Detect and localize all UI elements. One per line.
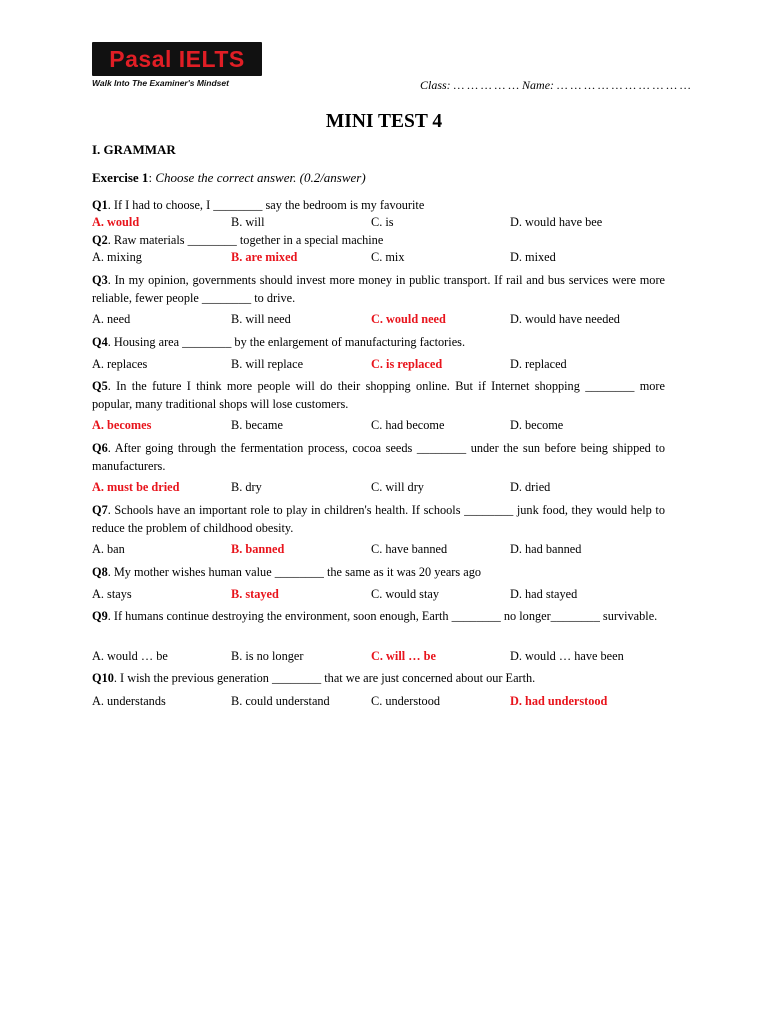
question-number: Q6 <box>92 441 108 455</box>
option-b: B. could understand <box>231 694 330 708</box>
question-number: Q9 <box>92 609 108 623</box>
answer-options <box>92 692 672 710</box>
class-name-line: Class: … … … … … Name: … … … … … … … … … … <box>420 78 691 92</box>
option-c: C. understood <box>371 694 440 708</box>
question-text <box>92 231 665 249</box>
pasal-ielts-logo <box>92 42 262 76</box>
question-body: . Schools have an important role to play in children's health. If schools ________ junk food, they would help to reduce the problem of childhood obesity. <box>92 503 665 535</box>
option-a: A. stays <box>92 587 132 601</box>
answer-options <box>92 213 672 231</box>
question-number: Q2 <box>92 233 108 247</box>
option-b: B. will need <box>231 312 291 326</box>
option-b: B. is no longer <box>231 649 304 663</box>
option-c: C. have banned <box>371 542 448 556</box>
answer-options <box>92 416 672 434</box>
logo-tagline: Walk Into The Examiner's Mindset <box>92 78 229 88</box>
question-body: . Housing area ________ by the enlargement of manufacturing factories. <box>107 335 466 349</box>
option-a: A. mixing <box>92 250 142 264</box>
option-c: C. would stay <box>371 587 439 601</box>
question-number: Q3 <box>92 273 108 287</box>
question-text <box>92 196 665 214</box>
answer-options <box>92 478 672 496</box>
option-d: D. had understood <box>510 694 608 708</box>
exercise-separator: : <box>148 170 156 185</box>
option-b: B. will <box>231 215 265 229</box>
option-a: A. would … be <box>92 649 168 663</box>
exercise-heading <box>92 170 366 186</box>
option-c: C. had become <box>371 418 445 432</box>
option-c: C. mix <box>371 250 405 264</box>
question-number: Q5 <box>92 379 108 393</box>
option-a: A. replaces <box>92 357 148 371</box>
option-b: B. banned <box>231 542 285 556</box>
option-b: B. dry <box>231 480 262 494</box>
option-b: B. are mixed <box>231 250 298 264</box>
question-text <box>92 607 665 625</box>
option-b: B. became <box>231 418 283 432</box>
question-body: . After going through the fermentation process, cocoa seeds ________ under the sun before being shipped to manufacturers. <box>92 441 665 473</box>
question-number: Q8 <box>92 565 108 579</box>
exercise-instruction: Choose the correct answer. (0.2/answer) <box>155 170 366 185</box>
option-c: C. is <box>371 215 394 229</box>
question-number: Q4 <box>92 335 108 349</box>
exercise-label: Exercise 1 <box>92 170 149 185</box>
option-d: D. would have needed <box>510 312 620 326</box>
option-d: D. dried <box>510 480 551 494</box>
option-d: D. mixed <box>510 250 556 264</box>
option-c: C. is replaced <box>371 357 443 371</box>
option-c: C. will … be <box>371 649 436 663</box>
question-text <box>92 501 665 537</box>
section-heading: I. GRAMMAR <box>92 142 176 157</box>
question-body: . My mother wishes human value ________ the same as it was 20 years ago <box>107 565 481 579</box>
answer-options <box>92 310 672 328</box>
question-body: . Raw materials ________ together in a special machine <box>107 233 384 247</box>
question-text <box>92 439 665 475</box>
question-body: . If humans continue destroying the environment, soon enough, Earth ________ no longer________ survivable. <box>107 609 658 623</box>
option-b: B. stayed <box>231 587 279 601</box>
question-text <box>92 377 665 413</box>
answer-options <box>92 647 672 665</box>
option-a: A. ban <box>92 542 125 556</box>
answer-options <box>92 540 672 558</box>
question-text <box>92 271 665 307</box>
logo-text: Pasal IELTS <box>109 45 245 72</box>
question-body: . I wish the previous generation ________ that we are just concerned about our Earth. <box>113 671 536 685</box>
question-text <box>92 563 665 581</box>
option-a: A. understands <box>92 694 166 708</box>
option-d: D. would have bee <box>510 215 603 229</box>
question-number: Q1 <box>92 198 108 212</box>
question-number: Q10 <box>92 671 114 685</box>
option-d: D. replaced <box>510 357 567 371</box>
page-title: MINI TEST 4 <box>325 111 443 132</box>
option-a: A. must be dried <box>92 480 180 494</box>
option-c: C. will dry <box>371 480 424 494</box>
option-d: D. would … have been <box>510 649 624 663</box>
question-body: . In my opinion, governments should invest more money in public transport. If rail and bus services were more reliable, fewer people ________ to drive. <box>92 273 665 305</box>
question-text <box>92 669 665 687</box>
option-b: B. will replace <box>231 357 304 371</box>
question-number: Q7 <box>92 503 108 517</box>
answer-options <box>92 248 672 266</box>
answer-options <box>92 585 672 603</box>
option-a: A. would <box>92 215 140 229</box>
question-body: . If I had to choose, I ________ say the bedroom is my favourite <box>107 198 425 212</box>
option-d: D. had stayed <box>510 587 578 601</box>
option-d: D. become <box>510 418 564 432</box>
option-a: A. becomes <box>92 418 152 432</box>
answer-options <box>92 355 672 373</box>
question-text <box>92 333 665 351</box>
option-a: A. need <box>92 312 131 326</box>
option-c: C. would need <box>371 312 446 326</box>
option-d: D. had banned <box>510 542 582 556</box>
question-body: . In the future I think more people will do their shopping online. But if Internet shopping ________ more popular, many traditional shops will lose customers. <box>92 379 665 411</box>
